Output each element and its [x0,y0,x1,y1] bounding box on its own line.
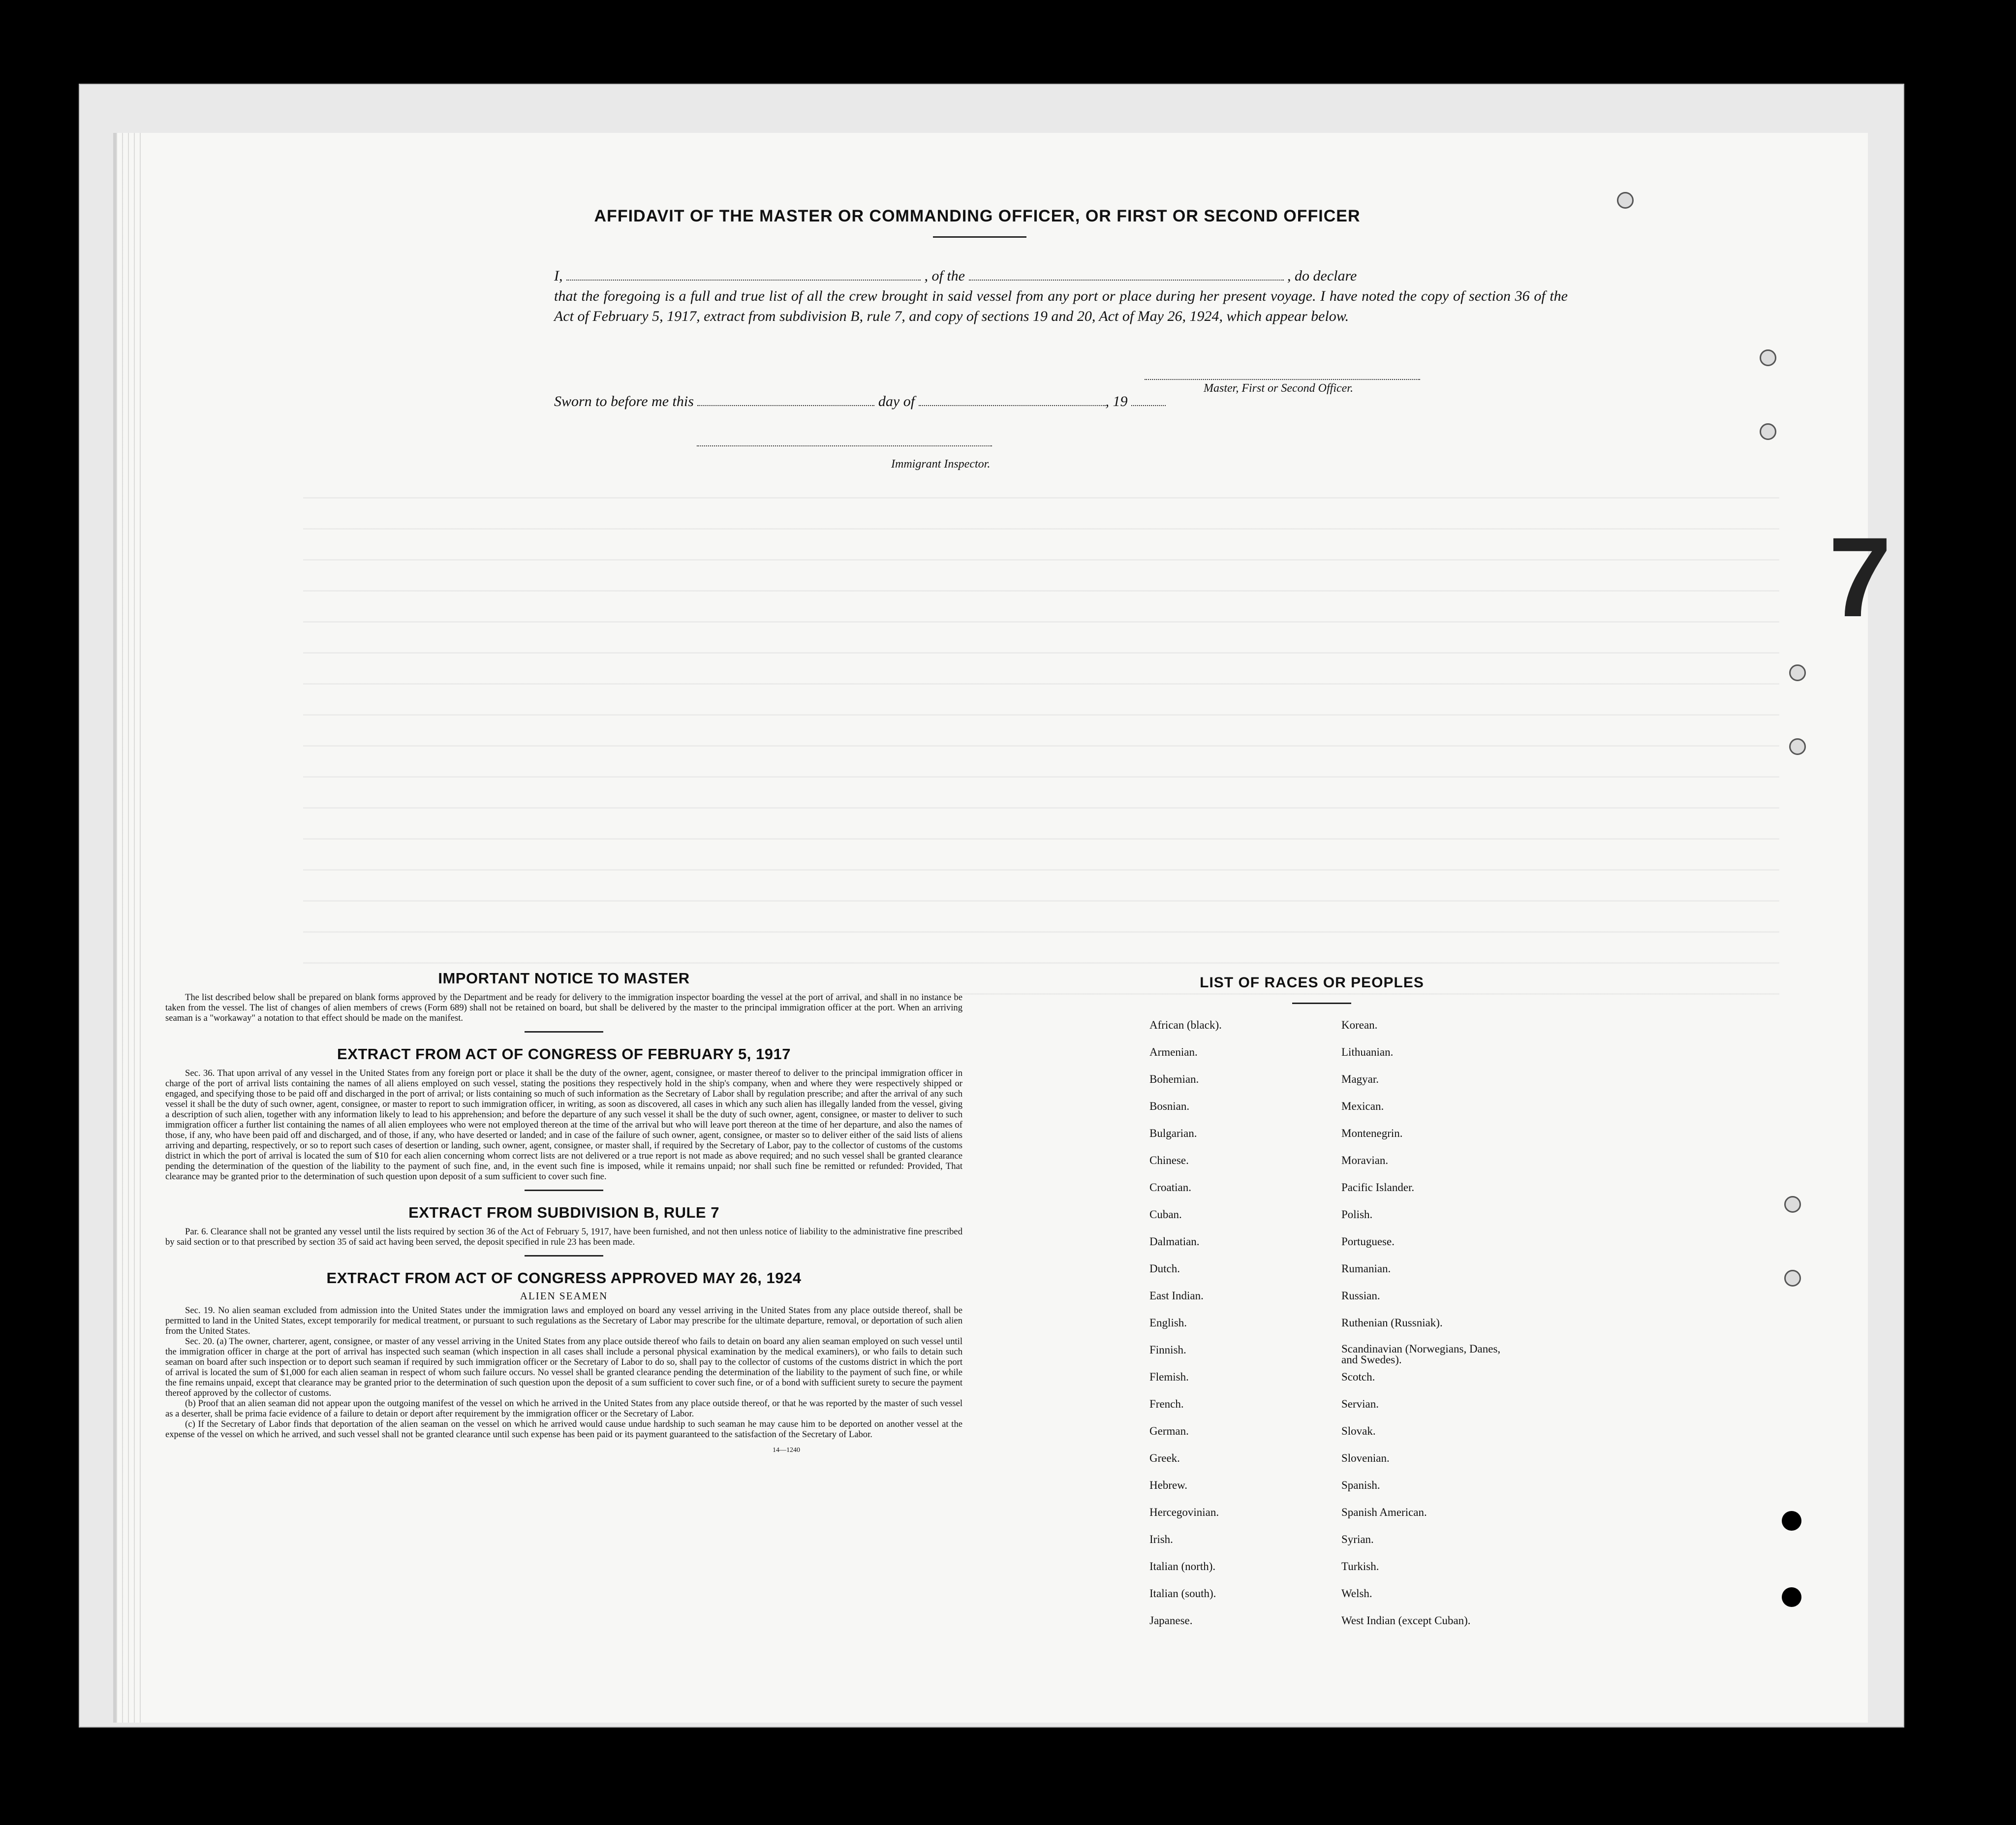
race-row [1149,1262,1592,1290]
extract-1924-text [165,1305,962,1440]
race-item: Polish. [1341,1208,1373,1221]
race-item: Greek. [1149,1452,1180,1464]
affidavit-title: AFFIDAVIT OF THE MASTER OR COMMANDING OFFICER, OR FIRST OR SECOND OFFICER [594,207,1361,225]
race-item: Cuban. [1149,1208,1182,1221]
notices-column [165,970,962,1454]
inspector-signature-line [697,445,992,446]
race-item: Montenegrin. [1341,1127,1403,1139]
race-row [1149,1587,1592,1614]
affidavit-body [554,266,1568,326]
binder-hole-icon [1789,738,1806,755]
race-item: Hebrew. [1149,1479,1188,1491]
race-item: English. [1149,1317,1187,1329]
race-row [1149,1235,1592,1262]
binder-hole-icon [1760,349,1776,366]
race-item: Italian (south). [1149,1587,1216,1600]
alien-seamen-subtitle: ALIEN SEAMEN [520,1290,608,1302]
race-item: African (black). [1149,1019,1222,1031]
race-row [1149,1019,1592,1046]
i-label: I, [554,268,563,284]
extract-1917-rule [525,1190,603,1191]
year-prefix: , 19 [1105,393,1128,409]
race-item: Dutch. [1149,1262,1180,1275]
binder-hole-icon [1760,423,1776,440]
race-row [1149,1100,1592,1127]
race-item: Russian. [1341,1290,1380,1302]
notice-title: IMPORTANT NOTICE TO MASTER [438,970,690,987]
race-item: Slovak. [1341,1425,1376,1437]
race-item: Armenian. [1149,1046,1198,1058]
bleed-through [303,468,1779,1009]
race-item: German. [1149,1425,1189,1437]
race-row [1149,1154,1592,1181]
sworn-day-blank [697,405,874,406]
race-item: French. [1149,1398,1184,1410]
race-item: Magyar. [1341,1073,1379,1085]
sec-36-paragraph: Sec. 36. That upon arrival of any vessel in the United States from any foreign port or place it shall be the duty of the owner, agent, consignee, or master thereof to deliver to the principal immigration officer in charge of the port of arrival lists containing the names of all aliens employed on such vessel, stating the positions they respectively hold in the ship's company, when and where they were respectively shipped or engaged, and specifying those to be paid off and discharged in the port of arrival; or lists containing so much of such information as the Secretary of Labor shall by regulation prescribe; and after the arrival of any such vessel it shall be the duty of such owner, agent, consignee, or master to report to such immigration officer, in writing, as soon as discovered, all cases in which any such alien has illegally landed from the vessel, giving a description of such alien, together with any information likely to lead to his apprehension; and before the departure of any such vessel it shall be the duty of such owner, agent, consignee, or master to deliver to such immigration officer a further list containing the names of all alien employees who were not employed thereon at the time of the arrival but who will leave port thereon at the time of her departure, and also the names of those, if any, who have been paid off and discharged, and of those, if any, who have deserted or landed; and in case of the failure of such owner, agent, consignee, or master so to deliver either of the said lists of aliens arriving and departing, respectively, or so to report such cases of desertion or landing, such owner, agent, consignee, or master shall, if required by the Secretary of Labor, pay to the collector of customs of the customs district in which the port of arrival is located the sum of $10 for each alien concerning whom correct lists are not delivered or a true report is not made as above required; and no such vessel shall be granted clearance pending the determination of the question of the liability to the payment of such fine, and, in the event such fine is imposed, while it remains unpaid; nor shall such fine be remitted or refunded: Provided, That clearance may be granted prior to the determination of such question upon deposit of a sum sufficient to cover such fine. [165,1068,962,1182]
race-row [1149,1046,1592,1073]
binder-hole-icon [1784,1196,1801,1213]
name-blank [566,279,921,281]
race-row [1149,1560,1592,1587]
race-item: Bohemian. [1149,1073,1199,1085]
binder-hole-icon [1789,664,1806,681]
race-row [1149,1208,1592,1235]
extract-1917-title: EXTRACT FROM ACT OF CONGRESS OF FEBRUARY 5, 1917 [337,1045,791,1063]
race-row [1149,1290,1592,1317]
races-title: LIST OF RACES OR PEOPLES [1200,975,1424,991]
race-item: Bulgarian. [1149,1127,1197,1139]
manifest-page [113,133,1892,1723]
extract-1917-text [165,1068,962,1182]
race-item: Irish. [1149,1533,1173,1545]
punch-hole-icon [1782,1511,1801,1531]
race-item: Scandinavian (Norwegians, Danes, and Swedes). [1341,1343,1501,1366]
binder-hole-icon [1617,192,1634,209]
sworn-line [554,391,1341,411]
notice-text [165,992,962,1023]
race-item: Scotch. [1341,1371,1375,1383]
races-rule [1292,1003,1351,1004]
race-item: Croatian. [1149,1181,1191,1194]
race-row [1149,1506,1592,1533]
race-item: Welsh. [1341,1587,1372,1600]
race-item: Syrian. [1341,1533,1374,1545]
sec-19-paragraph: Sec. 19. No alien seaman excluded from admission into the United States under the immigration laws and employed on board any vessel arriving in the United States from any place outside thereof, shall be permitted to land in the United States, except temporarily for medical treatment, or pursuant to such regulations as the Secretary of Labor may prescribe for the ultimate departure, removal, or deportation of such alien from the United States. [165,1305,962,1336]
race-item: Pacific Islander. [1341,1181,1415,1194]
race-item: Turkish. [1341,1560,1379,1573]
race-item: Ruthenian (Russniak). [1341,1317,1443,1329]
notice-rule [525,1031,603,1033]
races-list [1149,1019,1592,1641]
race-item: Finnish. [1149,1344,1186,1356]
race-item: Slovenian. [1341,1452,1390,1464]
handwritten-number: 7 [1829,514,1892,640]
extract-1924-title: EXTRACT FROM ACT OF CONGRESS APPROVED MAY 26, 1924 [326,1269,802,1287]
race-row [1149,1371,1592,1398]
page-edge-stack [116,133,146,1723]
title-rule [933,236,1026,238]
race-row [1149,1127,1592,1154]
race-row [1149,1614,1592,1641]
sworn-year-blank [1131,405,1166,406]
sworn-label: Sworn to before me this [554,393,694,409]
punch-hole-icon [1782,1587,1801,1607]
race-row [1149,1344,1592,1371]
race-row [1149,1398,1592,1425]
race-item: Dalmatian. [1149,1235,1200,1248]
race-row [1149,1317,1592,1344]
race-row [1149,1452,1592,1479]
race-row [1149,1425,1592,1452]
race-item: Japanese. [1149,1614,1193,1627]
race-item: Flemish. [1149,1371,1189,1383]
race-item: Hercegovinian. [1149,1506,1219,1518]
day-of-label: day of [878,393,915,409]
master-signature-line [1145,379,1420,380]
race-row [1149,1181,1592,1208]
race-item: Lithuanian. [1341,1046,1394,1058]
race-item: Portuguese. [1341,1235,1395,1248]
race-row [1149,1479,1592,1506]
sworn-month-blank [919,405,1106,406]
race-item: Spanish American. [1341,1506,1427,1518]
of-the-label: , of the [924,268,965,284]
race-item: Spanish. [1341,1479,1380,1491]
race-item: Rumanian. [1341,1262,1391,1275]
race-item: Italian (north). [1149,1560,1216,1573]
do-declare-label: , do declare [1287,268,1357,284]
rule-7-rule [525,1255,603,1257]
rule-7-title: EXTRACT FROM SUBDIVISION B, RULE 7 [408,1204,719,1221]
affidavit-text: that the foregoing is a full and true list of all the crew brought in said vessel from any port or place during her present voyage. I have noted the copy of section 36 of the Act of February 5, 1917, extract from subdivision B, rule 7, and copy of sections 19 and 20, Act of May 26, 1924, which appear below. [554,288,1568,324]
race-row [1149,1533,1592,1560]
par-6-paragraph: Par. 6. Clearance shall not be granted any vessel until the lists required by section 36 of the Act of February 5, 1917, have been furnished, and not then unless notice of liability to the administrative fine prescribed by said section or to that prescribed by section 35 of said act having been served, the deposit specified in rule 23 has been made. [165,1227,962,1247]
race-item: Moravian. [1341,1154,1389,1166]
race-item: Chinese. [1149,1154,1189,1166]
race-item: Korean. [1341,1019,1378,1031]
race-item: Bosnian. [1149,1100,1190,1112]
notice-paragraph: The list described below shall be prepared on blank forms approved by the Department and be ready for delivery to the immigration inspector boarding the vessel at the port of arrival, and shall in no instance be taken from the vessel. The list of changes of alien members of crews (Form 689) shall not be retained on board, but shall be delivered by the master to the principal immigration officer at the port. When an arriving seaman is a "workaway" a notation to that effect should be made on the manifest. [165,992,962,1023]
sec-20c-paragraph: (c) If the Secretary of Labor finds that deportation of the alien seaman on the vessel on which he arrived would cause undue hardship to such seaman he may cause him to be deported on another vessel at the expense of the vessel on which he arrived, and such vessel shall not be granted clearance until such expense has been paid or its payment guaranteed to the satisfaction of the Secretary of Labor. [165,1419,962,1440]
sec-20a-paragraph: Sec. 20. (a) The owner, charterer, agent, consignee, or master of any vessel arriving in the United States from any place outside thereof who fails to detain on board any alien seaman employed on such vessel until the immigration officer in charge at the port of arrival has inspected such seaman (which inspection in all cases shall include a personal physical examination by the medical examiners), or who fails to detain such seaman on board after such inspection or to deport such seaman if required by such immigration officer or the Secretary of Labor to do so, shall pay to the collector of customs of the customs district in which the port of arrival is located the sum of $1,000 for each alien seaman in respect of whom such failure occurs. No vessel shall be granted clearance pending the determination of the liability to the payment of such fine, or while the fine remains unpaid, except that clearance may be granted prior to the determination of such question upon the deposit of a sum sufficient to cover such fine, or of a bond with sufficient surety to secure the payment thereof approved by the collector of customs. [165,1336,962,1398]
race-item: East Indian. [1149,1290,1204,1302]
form-number: 14—1240 [773,1447,800,1454]
vessel-blank [969,279,1284,281]
rule-7-text [165,1227,962,1247]
binder-hole-icon [1784,1270,1801,1287]
inspector-caption: Immigrant Inspector. [891,458,991,471]
race-row [1149,1073,1592,1100]
sec-20b-paragraph: (b) Proof that an alien seaman did not appear upon the outgoing manifest of the vessel on which he arrived in the United States from any place outside thereof, or that he was reported by the master of such vessel as a deserter, shall be prima facie evidence of a failure to detain or deport after requirement by the immigration officer or the Secretary of Labor. [165,1398,962,1419]
race-item: West Indian (except Cuban). [1341,1614,1471,1627]
race-item: Servian. [1341,1398,1379,1410]
race-item: Mexican. [1341,1100,1384,1112]
master-caption: Master, First or Second Officer. [1204,382,1353,395]
